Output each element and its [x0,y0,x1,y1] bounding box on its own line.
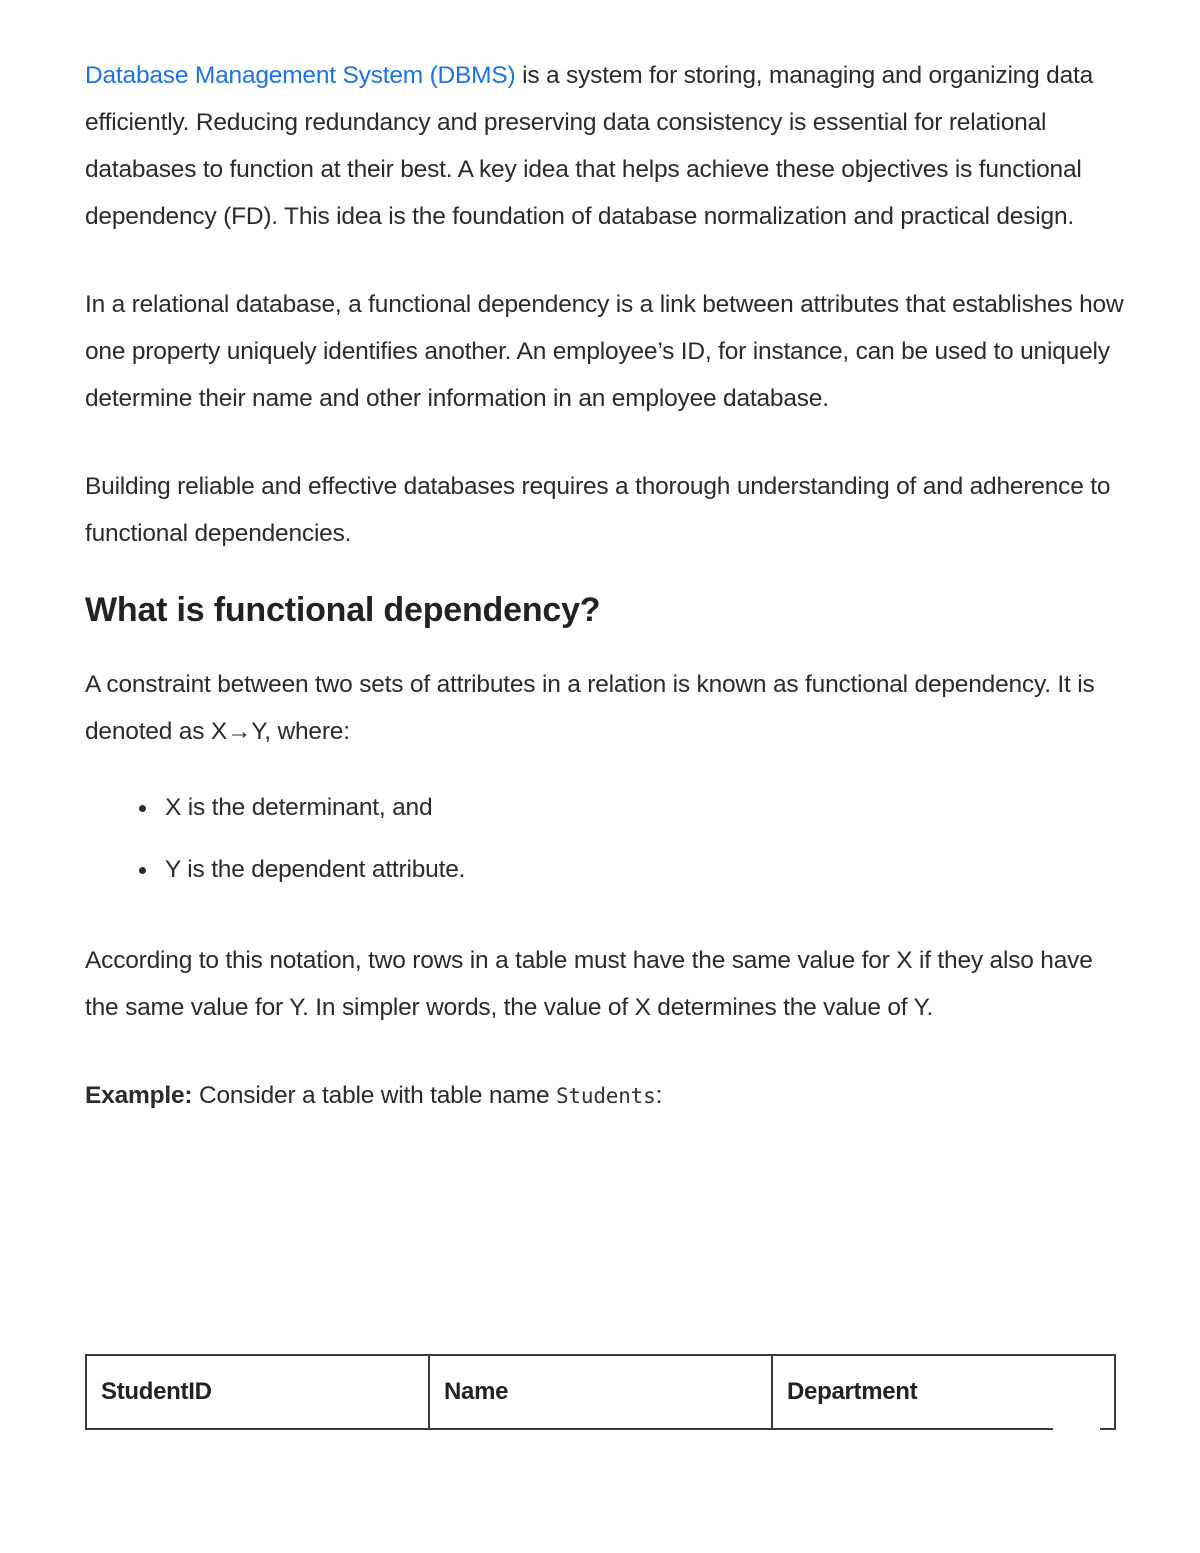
list-item: Y is the dependent attribute. [165,854,1125,886]
importance-paragraph: Building reliable and effective databases requires a thorough understanding of and adherence to functional dependencies. [85,473,1111,547]
article-body [85,52,1125,1120]
list-item: X is the determinant, and [165,792,1125,824]
intro-paragraph [85,52,1125,240]
fd-definition-paragraph: In a relational database, a functional dependency is a link between attributes that establishes how one property uniquely identifies another. An employee’s ID, for instance, can be used to uniquely determine their name and other information in an employee database. [85,291,1124,412]
section-heading: What is functional dependency? [85,591,601,629]
intro-paragraph-text: is a system for storing, managing and organizing data efficiently. Reducing redundancy and preserving data consistency is essential for relational databases to function at their best. A key idea that helps achieve these objectives is functional dependency (FD). This idea is the foundation of database normalization and practical design. [85,62,1094,230]
table-name-code: Students [555,1084,656,1108]
column-header-department: Department [772,1355,1115,1429]
table-clip-edge [1053,1420,1100,1440]
constraint-paragraph: A constraint between two sets of attributes in a relation is known as functional dependency. It is denoted as X→Y, where: [85,671,1095,745]
column-header-name: Name [429,1355,772,1429]
notation-explanation-paragraph: According to this notation, two rows in a table must have the same value for X if they also have the same value for Y. In simpler words, the value of X determines the value of Y. [85,947,1093,1021]
table-header-row [86,1355,1115,1429]
bullet-icon [139,867,146,874]
column-header-studentid: StudentID [86,1355,429,1429]
students-table [85,1354,1116,1430]
notation-list [85,792,1125,886]
example-label: Example: [85,1082,193,1109]
bullet-icon [139,805,146,812]
dbms-link[interactable]: Database Management System (DBMS) [85,62,516,89]
example-paragraph: Example: Consider a table with table name Students: [85,1082,663,1109]
